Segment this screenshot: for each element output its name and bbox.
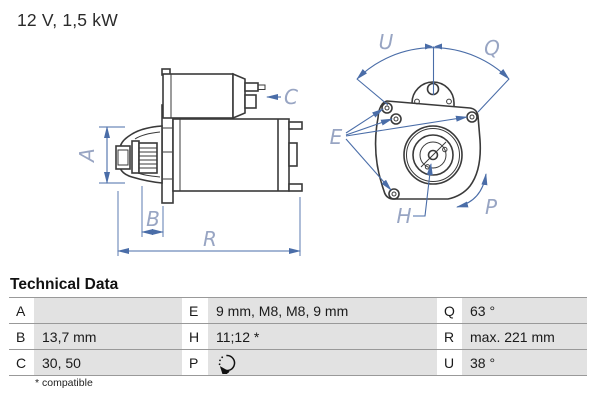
- side-flange-plate: [162, 105, 173, 203]
- technical-data-table: [9, 297, 587, 376]
- value-cell: 9 mm, M8, M8, 9 mm: [208, 298, 437, 323]
- table-row: [9, 323, 587, 349]
- dimension-c-label: C: [284, 85, 298, 109]
- dimension-u-label: U: [378, 30, 394, 54]
- key-cell: R: [437, 324, 462, 349]
- side-view: [75, 69, 302, 256]
- value-cell: 30, 50: [34, 350, 182, 375]
- value-cell: 38 °: [462, 350, 587, 375]
- motor-body: [173, 119, 302, 191]
- value-cell: [34, 298, 182, 323]
- dimension-r-label: R: [203, 227, 217, 251]
- key-cell: C: [9, 350, 34, 375]
- dimension-c: [267, 85, 298, 109]
- through-bolt-top: [289, 122, 302, 129]
- solenoid-terminal-lower: [245, 95, 256, 108]
- rotation-direction-cell: [208, 350, 437, 375]
- through-bolt-bottom: [289, 184, 302, 191]
- table-row: [9, 349, 587, 375]
- drive-end-housing: [116, 126, 162, 183]
- dimension-b-label: B: [146, 207, 160, 231]
- shaft-circles: [404, 126, 462, 184]
- key-cell: E: [182, 298, 208, 323]
- key-cell: Q: [437, 298, 462, 323]
- value-cell: 11;12 *: [208, 324, 437, 349]
- dimension-p-label: P: [484, 195, 498, 219]
- pinion-gear: [139, 143, 157, 173]
- key-cell: H: [182, 324, 208, 349]
- dimension-a-label: A: [75, 148, 99, 162]
- dimension-q-label: Q: [484, 36, 500, 60]
- solenoid: [162, 69, 265, 118]
- dimension-b: [142, 186, 163, 237]
- front-view: [330, 30, 509, 228]
- ccw-rotation-icon: [216, 352, 238, 374]
- solenoid-terminal-upper: [245, 83, 258, 91]
- key-cell: P: [182, 350, 208, 375]
- key-cell: B: [9, 324, 34, 349]
- compatibility-footnote: * compatible: [35, 377, 93, 389]
- technical-data-heading: Technical Data: [10, 276, 119, 293]
- key-cell: U: [437, 350, 462, 375]
- table-row: [9, 297, 587, 323]
- value-cell: 63 °: [462, 298, 587, 323]
- value-cell: 13,7 mm: [34, 324, 182, 349]
- key-cell: A: [9, 298, 34, 323]
- dimension-e-label: E: [329, 125, 343, 149]
- dimension-h-label: H: [396, 204, 412, 228]
- page-title: 12 V, 1,5 kW: [17, 10, 118, 30]
- value-cell: max. 221 mm: [462, 324, 587, 349]
